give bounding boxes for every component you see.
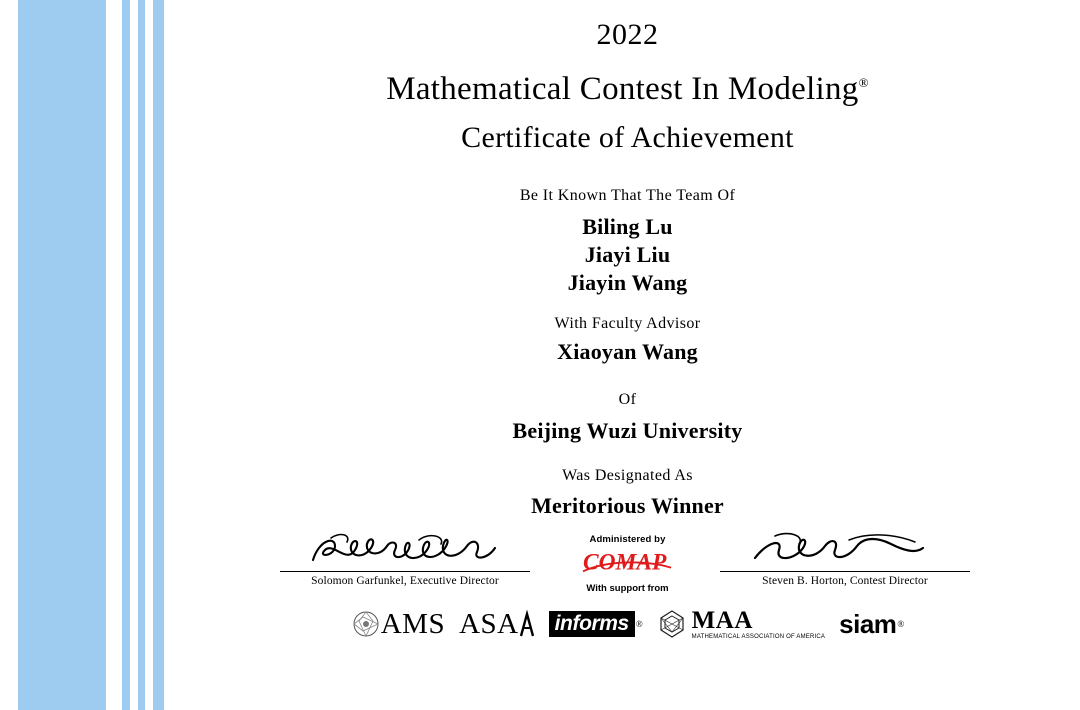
comap-logo-icon [580,547,676,577]
certificate-title: Certificate of Achievement [461,121,794,154]
contest-title-text: Mathematical Contest In Modeling [386,71,859,107]
siam-label: siam [839,609,897,639]
informs-registered-icon: ® [635,619,643,629]
institution-block [175,391,1080,445]
blue-bar-thin-2 [138,0,145,710]
sponsor-ams [351,604,445,644]
blue-bar-wide [18,0,106,710]
award-name: Meritorious Winner [531,492,724,518]
team-label: Be It Known That The Team Of [519,187,736,204]
team-block [175,187,1080,297]
contest-year: 2022 [596,18,659,51]
asa-mark-icon [519,610,535,638]
support-label: With support from [586,583,669,594]
decorative-blue-bars [0,0,175,710]
ams-label: AMS [380,607,446,640]
sponsor-logo-row [175,600,1080,648]
signature-caption: Solomon Garfunkel, Executive Director [311,575,499,587]
institution-name: Beijing Wuzi University [512,418,743,444]
asa-label: ASA [459,607,519,640]
ams-emblem-icon [351,609,381,639]
administered-by-label: Administered by [589,534,666,545]
team-member: Jiayi Liu [584,241,671,267]
maa-text-wrap [692,608,825,640]
signature-caption: Steven B. Horton, Contest Director [762,575,928,587]
advisor-label: With Faculty Advisor [554,314,701,332]
team-member-list [175,213,1080,297]
sponsor-siam [839,604,904,644]
designation-label: Was Designated As [562,466,693,484]
sponsor-asa [459,604,535,644]
award-block [175,467,1080,520]
sponsor-maa [657,604,825,644]
team-member: Biling Lu [582,214,673,239]
blue-bar-thin-3 [153,0,164,710]
sponsor-informs [549,604,643,644]
of-label: Of [618,391,637,409]
team-member: Jiayin Wang [567,269,688,295]
siam-registered-icon: ® [897,619,905,629]
informs-label: informs [549,611,635,637]
maa-emblem-icon [657,609,687,639]
maa-label: MAA [691,607,753,634]
advisor-block [175,315,1080,366]
advisor-name: Xiaoyan Wang [557,338,698,364]
contest-title [175,71,1080,108]
maa-subtitle: MATHEMATICAL ASSOCIATION OF AMERICA [691,634,826,640]
administration-block [175,534,1080,594]
blue-bar-thin-1 [122,0,130,710]
svg-text:COMAP: COMAP [582,549,666,576]
registered-trademark-icon: ® [858,75,869,90]
